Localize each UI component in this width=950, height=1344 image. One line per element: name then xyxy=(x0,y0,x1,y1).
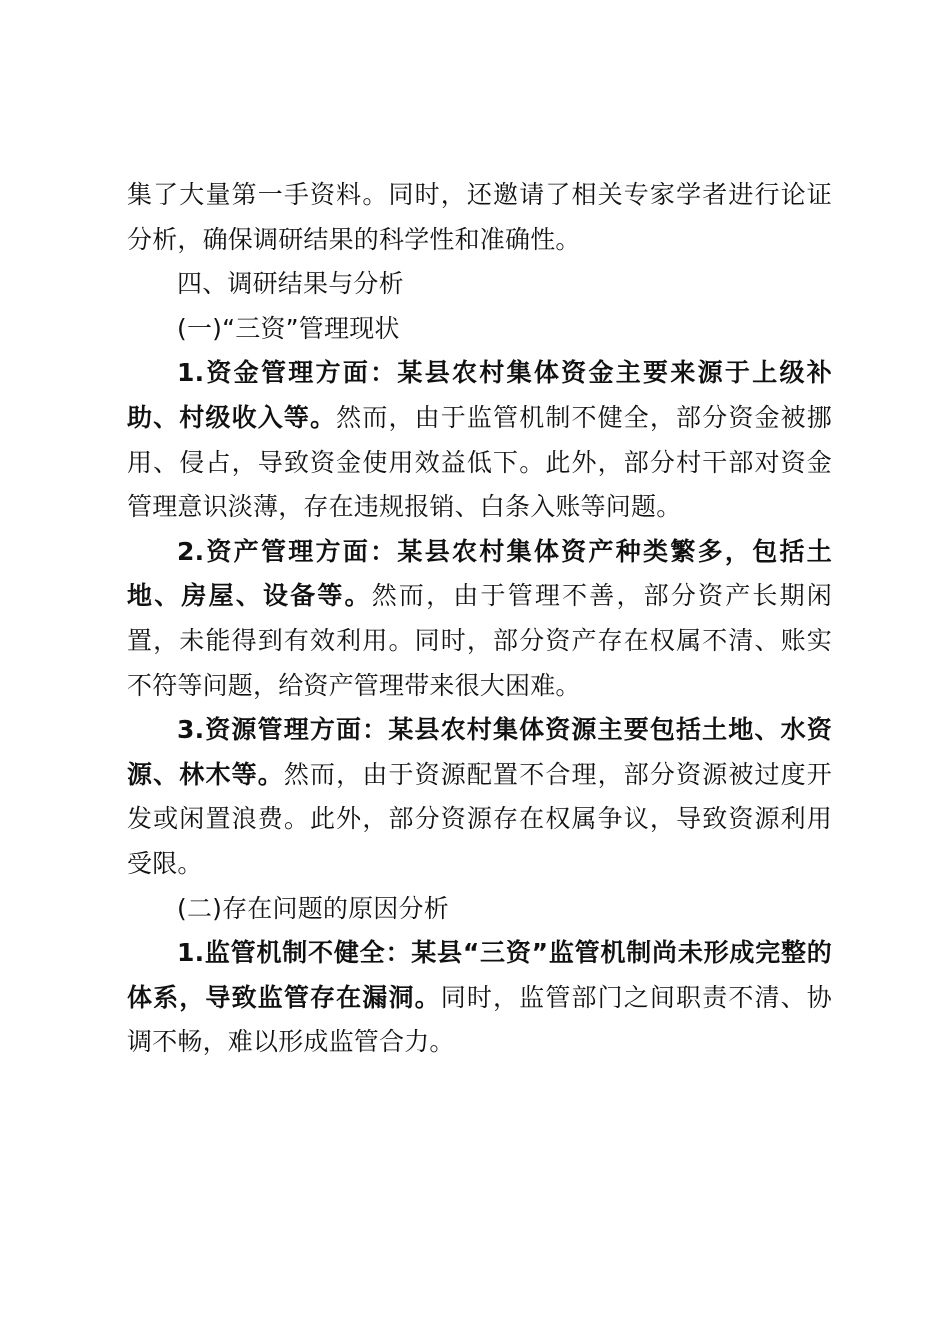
paragraph-asset-management xyxy=(127,530,832,708)
paragraph-text: 然而，由于资源配置不合理，部分资源被过度开发或闲置浪费。此外，部分资源存在权属争议，导致资源利用受限。 xyxy=(127,759,833,878)
paragraph-supervision xyxy=(127,931,832,1065)
paragraph-text: 同时，监管部门之间职责不清、协调不畅，难以形成监管合力。 xyxy=(127,982,832,1057)
paragraph-resource-management xyxy=(127,708,832,886)
paragraph-bold-lead: 1.监管机制不健全：某县“三资”监管机制尚未形成完整的体系，导致监管存在漏洞。 xyxy=(127,938,832,1012)
paragraph-bold-lead: 3.资源管理方面：某县农村集体资源主要包括土地、水资源、林木等。 xyxy=(127,715,832,789)
heading-text: (二)存在问题的原因分析 xyxy=(177,893,449,923)
heading-text: 四、调研结果与分析 xyxy=(177,269,404,299)
paragraph-fund-management xyxy=(127,351,832,529)
heading-text: (一)“三资”管理现状 xyxy=(177,313,400,343)
paragraph-text: 然而，由于管理不善，部分资产长期闲置，未能得到有效利用。同时，部分资产存在权属不清、账实不符等问题，给资产管理带来很大困难。 xyxy=(127,581,832,700)
paragraph-bold-lead: 2.资产管理方面：某县农村集体资产种类繁多，包括土地、房屋、设备等。 xyxy=(127,536,832,611)
document-page xyxy=(127,173,832,1065)
subsection-heading-2 xyxy=(127,887,832,932)
paragraph-text: 然而，由于监管机制不健全，部分资金被挪用、侵占，导致资金使用效益低下。此外，部分村干部对资金管理意识淡薄，存在违规报销、白条入账等问题。 xyxy=(127,402,832,522)
paragraph-text: 集了大量第一手资料。同时，还邀请了相关专家学者进行论证分析，确保调研结果的科学性和准确性。 xyxy=(127,180,832,254)
subsection-heading-1 xyxy=(127,307,832,352)
paragraph-intro-continued xyxy=(127,173,832,262)
section-heading-4 xyxy=(127,262,832,307)
paragraph-bold-lead: 1.资金管理方面：某县农村集体资金主要来源于上级补助、村级收入等。 xyxy=(127,358,832,432)
